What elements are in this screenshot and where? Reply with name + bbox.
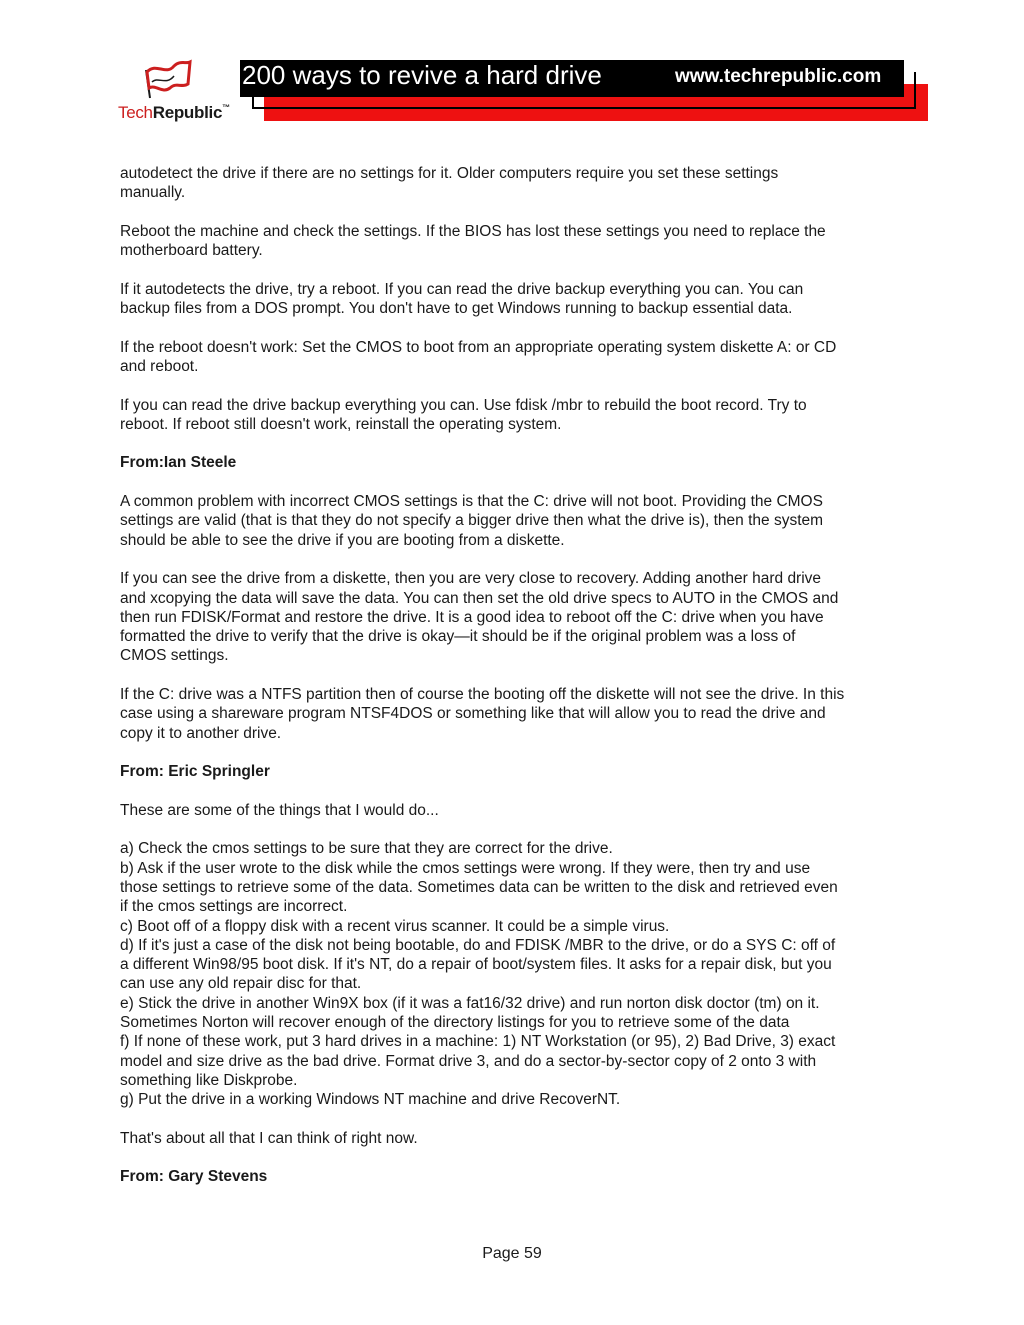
logo-trademark: ™ xyxy=(222,103,230,112)
tips-list: a) Check the cmos settings to be sure that they are correct for the drive. b) Ask if the user wrote to the disk while the cmos settings were wrong. If they were, then try and use those settings to retrieve some of the data. Sometimes data can be written to the disk and retrieved even if the cmos settings are incorrect. c) Boot off of a floppy disk with a recent virus scanner. It could be a simple virus. d) If it's just a case of the disk not being bootable, do and FDISK /MBR to the drive, or do a SYS C: off of a different Win98/95 boot disk. If it's NT, do a repair of boot/system files. It asks for a repair disk, but you can use any old repair disc for that. e) Stick the drive in another Win9X box (if it was a fat16/32 drive) and run norton disk doctor (tm) on it. Sometimes Norton will recover enough of the directory listings for you to retrieve some of the data f) If none of these work, put 3 hard drives in a machine: 1) NT Workstation (or 95), 2) Bad Drive, 3) exact model and size drive as the bad drive. Format drive 3, and do a sector-by-sector copy of 2 onto 3 with something like Diskprobe. g) Put the drive in a working Windows NT machine and drive RecoverNT. xyxy=(120,840,838,1109)
page-number: Page 59 xyxy=(482,1245,542,1262)
paragraph: If it autodetects the drive, try a reboot. If you can read the drive backup everything you can. You can backup files from a DOS prompt. You don't have to get Windows running to backup essential data. xyxy=(120,280,804,318)
logo-text-republic: Republic xyxy=(152,103,223,122)
paragraph: That's about all that I can think of right now. xyxy=(120,1129,418,1147)
document-body xyxy=(120,164,910,1206)
logo-wordmark xyxy=(118,103,230,123)
paragraph: If you can see the drive from a diskette, then you are very close to recovery. Adding another hard drive and xcopying the data will save the data. You can then set the old drive specs to AUTO in the CMOS and then run FDISK/Format and restore the drive. It is a good idea to reboot off the C: drive when you have formatted the drive to verify that the drive is okay—it should be if the original problem was a loss of CMOS settings. xyxy=(120,570,839,665)
author-heading: From: Eric Springler xyxy=(120,763,270,781)
author-heading: From: Gary Stevens xyxy=(120,1168,268,1186)
paragraph: If you can read the drive backup everything you can. Use fdisk /mbr to rebuild the boot record. Try to reboot. If reboot still doesn't work, reinstall the operating system. xyxy=(120,396,807,433)
techrepublic-logo xyxy=(118,58,238,128)
paragraph: A common problem with incorrect CMOS settings is that the C: drive will not boot. Providing the CMOS settings are valid (that is that they do not specify a bigger drive then what the drive is), then the system should be able to see the drive if you are booting from a diskette. xyxy=(120,493,824,549)
logo-text-tech: Tech xyxy=(118,103,153,122)
flag-icon xyxy=(144,58,194,100)
author-heading: From:Ian Steele xyxy=(120,454,237,472)
paragraph: Reboot the machine and check the settings. If the BIOS has lost these settings you need to replace the motherboard battery. xyxy=(120,222,826,260)
site-url: www.techrepublic.com xyxy=(675,66,882,87)
paragraph: If the C: drive was a NTFS partition then of course the booting off the diskette will not see the drive. In this case using a shareware program NTSF4DOS or something like that will allow you to read the drive and copy it to another drive. xyxy=(120,686,845,742)
document-title: 200 ways to revive a hard drive xyxy=(242,60,602,90)
paragraph: autodetect the drive if there are no settings for it. Older computers require you set these settings manually. xyxy=(120,165,779,202)
paragraph: These are some of the things that I would do... xyxy=(120,801,439,819)
paragraph: If the reboot doesn't work: Set the CMOS to boot from an appropriate operating system diskette A: or CD and reboot. xyxy=(120,338,837,375)
